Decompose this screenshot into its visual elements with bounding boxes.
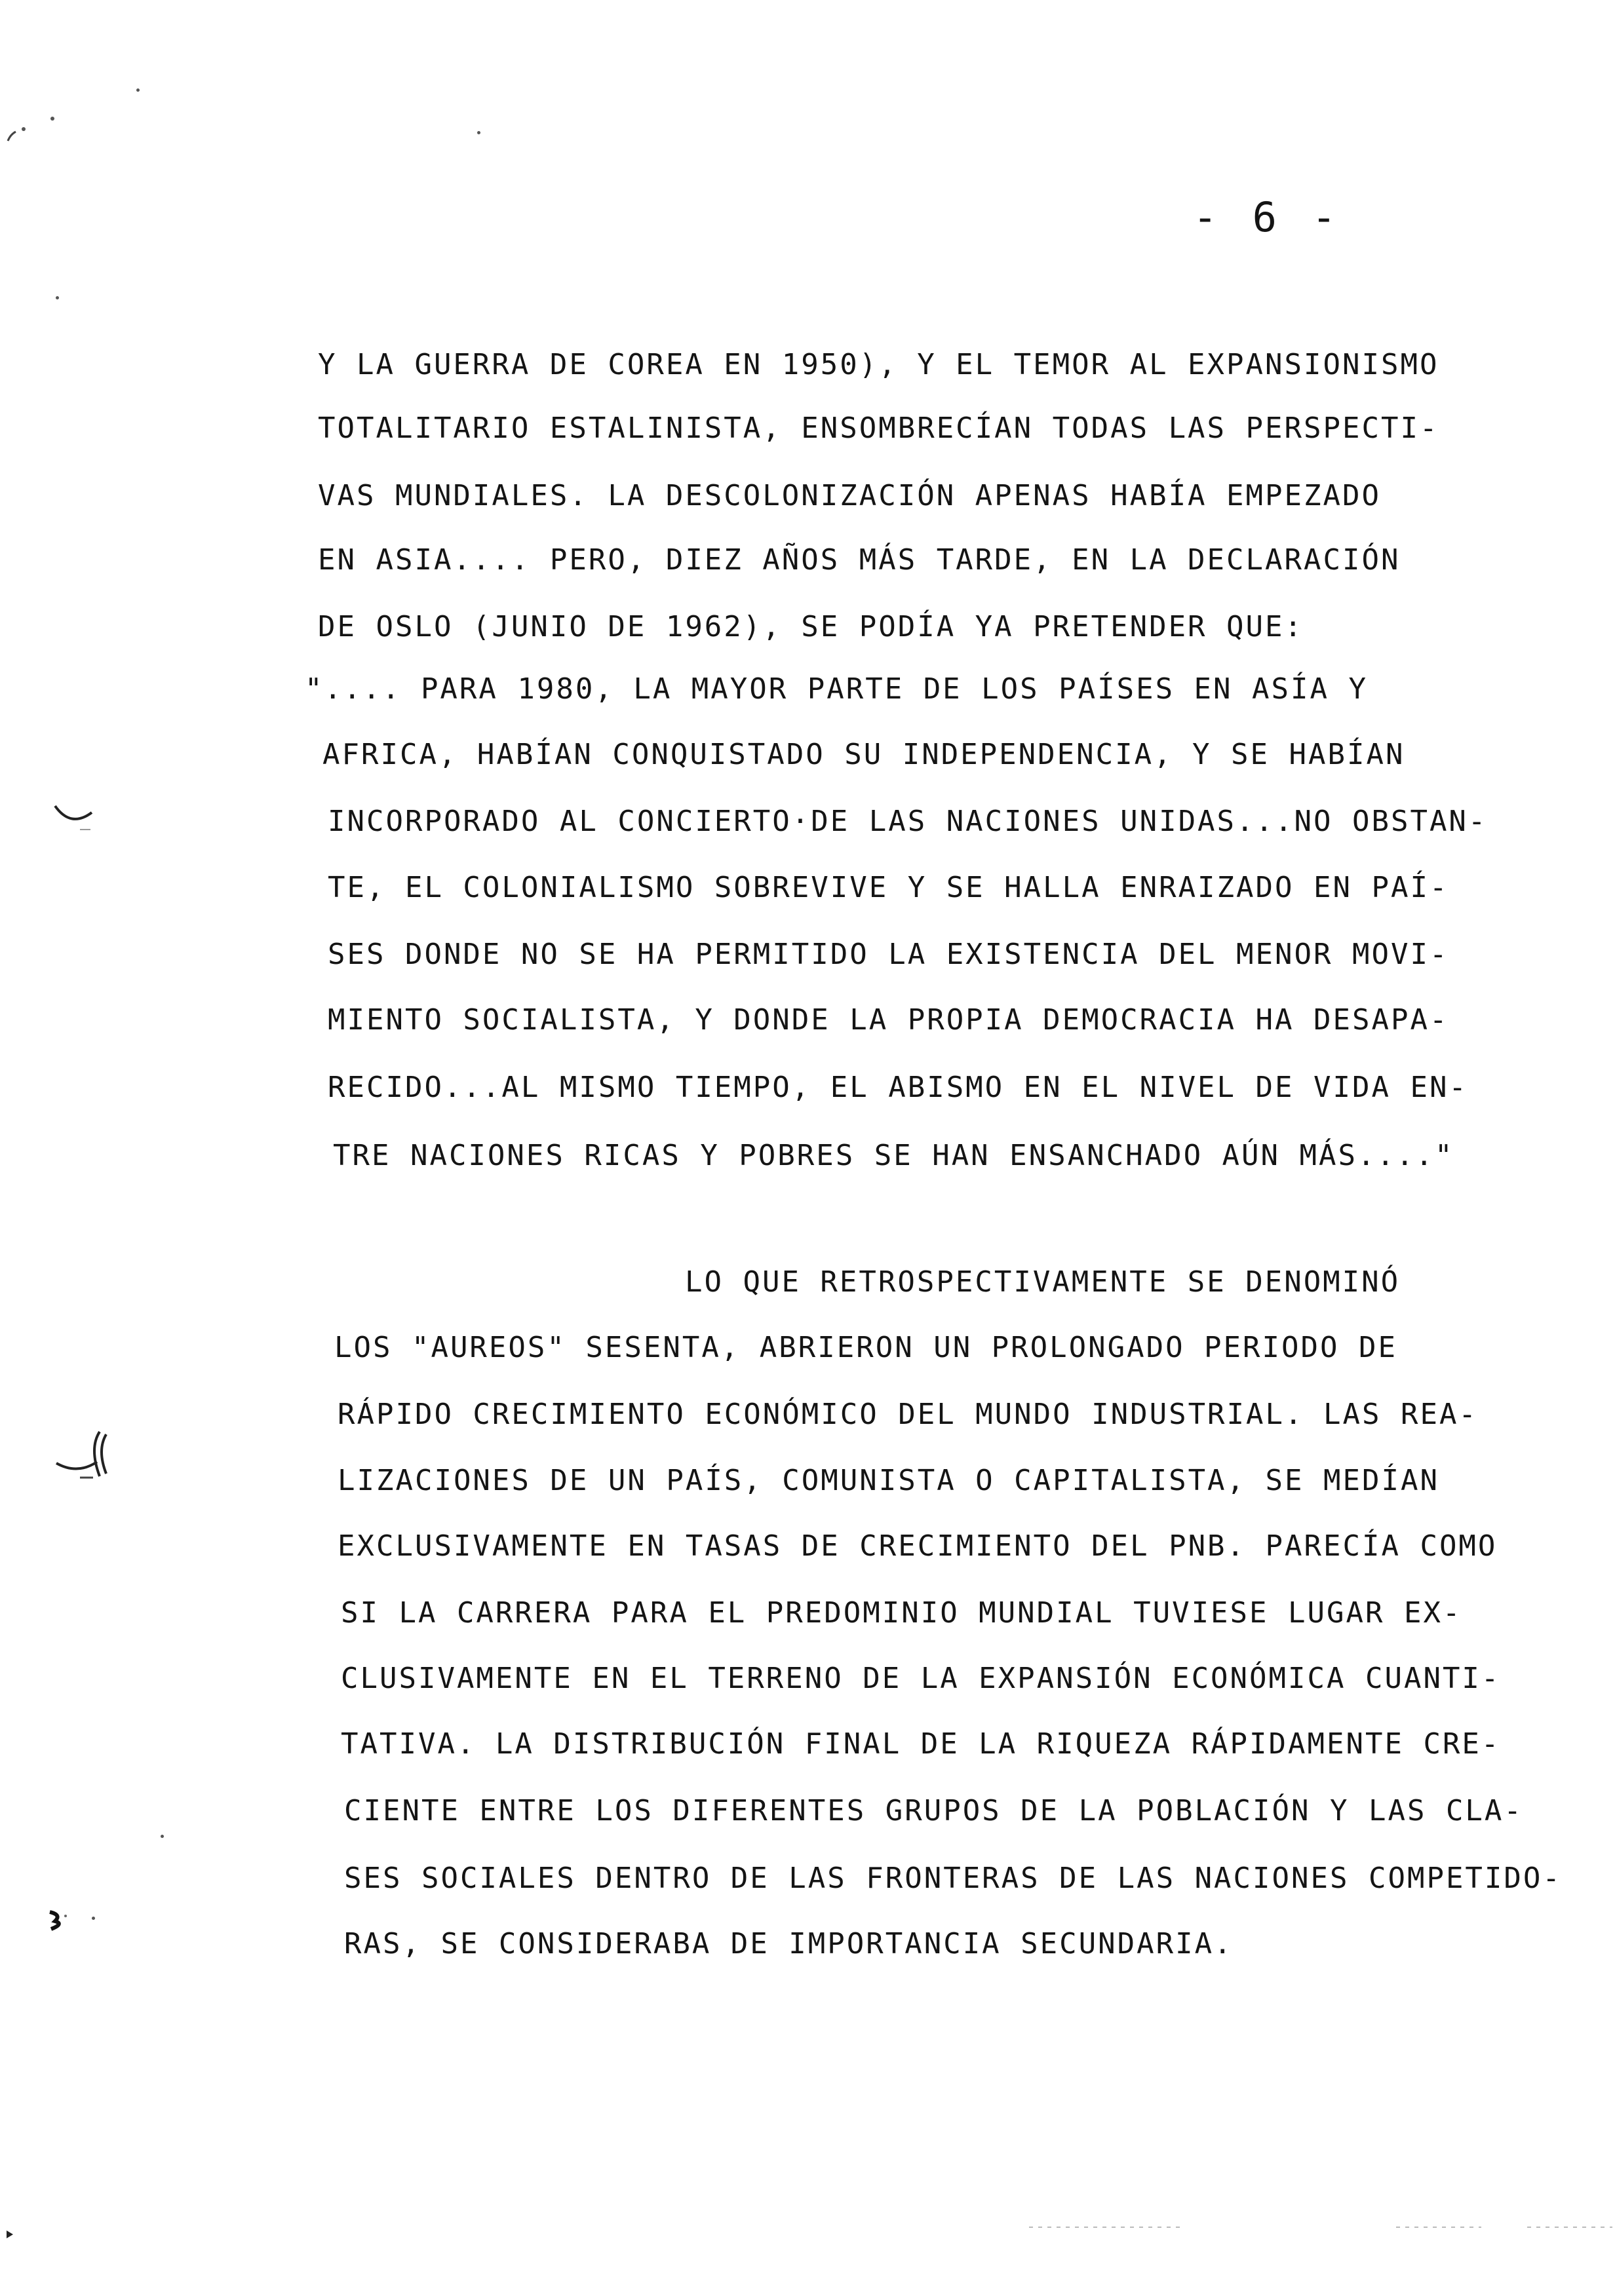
text-line: LO QUE RETROSPECTIVAMENTE SE DENOMINÓ [685,1265,1401,1299]
dust-speck [136,88,140,92]
text-line: MIENTO SOCIALISTA, Y DONDE LA PROPIA DEMOCRACIA HA DESAPA- [328,1003,1449,1037]
text-line: SES SOCIALES DENTRO DE LAS FRONTERAS DE LAS NACIONES COMPETIDO- [344,1862,1562,1895]
text-line: EXCLUSIVAMENTE EN TASAS DE CRECIMIENTO DEL PNB. PARECÍA COMO [338,1529,1498,1563]
dust-speck [161,1835,164,1838]
scan-artifact-line [1396,2227,1481,2228]
ink-speck-icon [5,2228,21,2244]
text-line: TRE NACIONES RICAS Y POBRES SE HAN ENSANCHADO AÚN MÁS...." [333,1139,1454,1172]
text-line: AFRICA, HABÍAN CONQUISTADO SU INDEPENDENCIA, Y SE HABÍAN [322,738,1405,771]
page-number: - 6 - [1193,193,1342,241]
binder-hole-mark-icon [51,801,97,843]
ink-blot-icon [45,1907,71,1936]
text-line: SES DONDE NO SE HA PERMITIDO LA EXISTENCIA DEL MENOR MOVI- [328,938,1449,971]
text-line: CIENTE ENTRE LOS DIFERENTES GRUPOS DE LA POBLACIÓN Y LAS CLA- [344,1794,1523,1827]
text-line: ".... PARA 1980, LA MAYOR PARTE DE LOS PAÍSES EN ASÍA Y [305,672,1368,706]
text-line: DE OSLO (JUNIO DE 1962), SE PODÍA YA PRETENDER QUE: [318,610,1304,643]
binder-hole-mark-icon [51,1425,110,1487]
text-line: LOS "AUREOS" SESENTA, ABRIERON UN PROLONGADO PERIODO DE [334,1331,1397,1364]
text-line: LIZACIONES DE UN PAÍS, COMUNISTA O CAPITALISTA, SE MEDÍAN [338,1464,1439,1497]
text-line: CLUSIVAMENTE EN EL TERRENO DE LA EXPANSIÓN ECONÓMICA CUANTI- [341,1662,1501,1695]
text-line: TATIVA. LA DISTRIBUCIÓN FINAL DE LA RIQUEZA RÁPIDAMENTE CRE- [341,1727,1501,1761]
text-line: Y LA GUERRA DE COREA EN 1950), Y EL TEMOR AL EXPANSIONISMO [318,348,1439,381]
scan-artifact-line [1029,2227,1180,2228]
dust-speck [92,1917,95,1920]
text-line: RECIDO...AL MISMO TIEMPO, EL ABISMO EN EL NIVEL DE VIDA EN- [328,1071,1468,1104]
text-line: RAS, SE CONSIDERABA DE IMPORTANCIA SECUNDARIA. [344,1927,1234,1961]
text-line: RÁPIDO CRECIMIENTO ECONÓMICO DEL MUNDO INDUSTRIAL. LAS REA- [338,1398,1478,1431]
scan-artifact-line [1527,2227,1612,2228]
text-line: SI LA CARRERA PARA EL PREDOMINIO MUNDIAL TUVIESE LUGAR EX- [341,1596,1462,1630]
ink-speck-icon [5,115,58,150]
text-line: TE, EL COLONIALISMO SOBREVIVE Y SE HALLA ENRAIZADO EN PAÍ- [328,871,1449,904]
text-line: VAS MUNDIALES. LA DESCOLONIZACIÓN APENAS HABÍA EMPEZADO [318,479,1381,512]
text-line: EN ASIA.... PERO, DIEZ AÑOS MÁS TARDE, EN LA DECLARACIÓN [318,543,1401,577]
dust-speck [56,296,59,299]
text-line: INCORPORADO AL CONCIERTO·DE LAS NACIONES UNIDAS...NO OBSTAN- [328,805,1488,838]
dust-speck [477,131,480,134]
text-line: TOTALITARIO ESTALINISTA, ENSOMBRECÍAN TODAS LAS PERSPECTI- [318,411,1439,445]
